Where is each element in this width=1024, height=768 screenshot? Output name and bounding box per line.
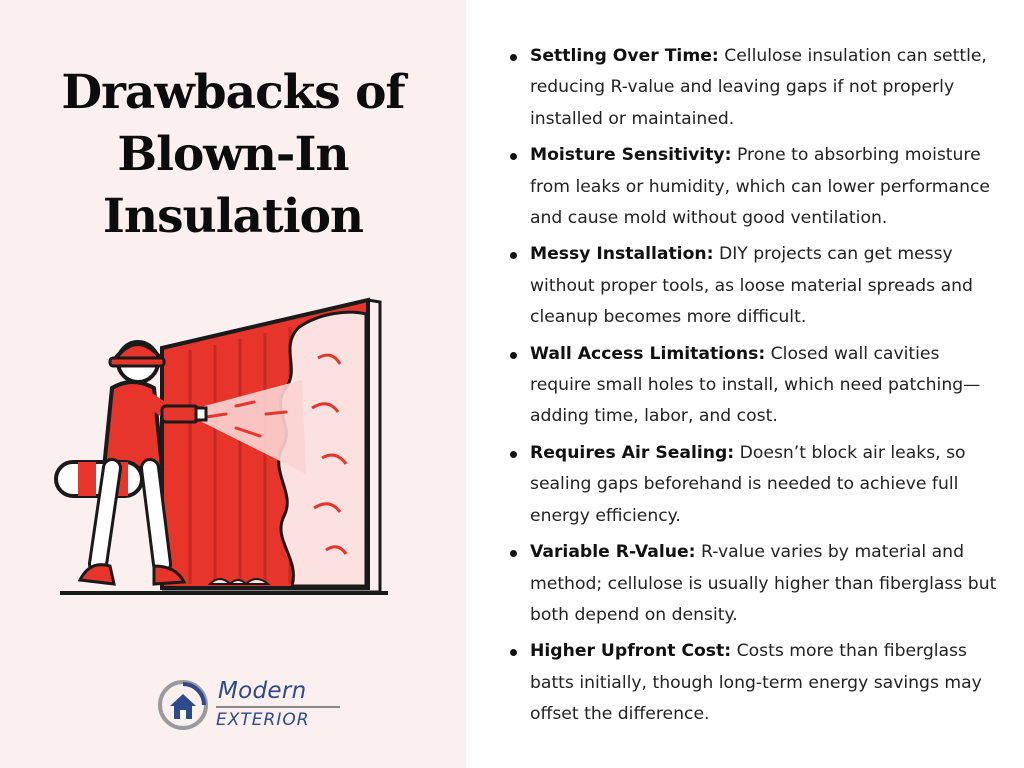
page-title: Drawbacks of Blown-In Insulation [61,65,405,244]
item-label: Moisture Sensitivity: [530,145,732,166]
item-label: Requires Air Sealing: [530,442,735,463]
item-text: Cellulose insulation can settle, reducing R-value and leaving gaps if not properly installed or maintained. [530,46,987,129]
list-item [508,41,998,135]
list-item [508,140,998,234]
left-panel [0,0,466,768]
item-label: Variable R-Value: [530,542,696,563]
item-text: Costs more than fiberglass batts initially, though long-term energy savings may offset the difference. [530,641,982,725]
item-text: Prone to absorbing moisture from leaks or humidity, which can lower performance and cause mold without good ventilation. [530,145,990,229]
item-text: Doesn’t block air leaks, so sealing gaps beforehand is needed to achieve full energy efficiency. [530,442,966,526]
right-panel [466,0,1024,768]
logo-word-modern: Modern [218,678,307,704]
list-item [508,239,998,333]
logo-word-exterior: EXTERIOR [216,710,310,730]
worker-spraying-insulation-icon [50,288,390,598]
item-text: DIY projects can get messy without proper tools, as loose material spreads and cleanup becomes more difficult. [530,244,973,328]
item-label: Messy Installation: [530,244,714,265]
brand-logo [156,674,356,740]
house-circle-icon [156,678,210,732]
item-label: Settling Over Time: [530,46,719,66]
item-text: Closed wall cavities require small holes to install, which need patching—adding time, labor, and cost. [530,343,981,427]
list-item [508,339,998,433]
item-text: R-value varies by material and method; cellulose is usually higher than fiberglass but both depend on density. [530,542,997,625]
drawbacks-list [508,41,998,736]
logo-divider [216,706,340,708]
list-item [508,438,998,532]
list-item [508,636,998,730]
item-label: Higher Upfront Cost: [530,641,732,662]
item-label: Wall Access Limitations: [530,343,766,364]
list-item [508,537,998,631]
